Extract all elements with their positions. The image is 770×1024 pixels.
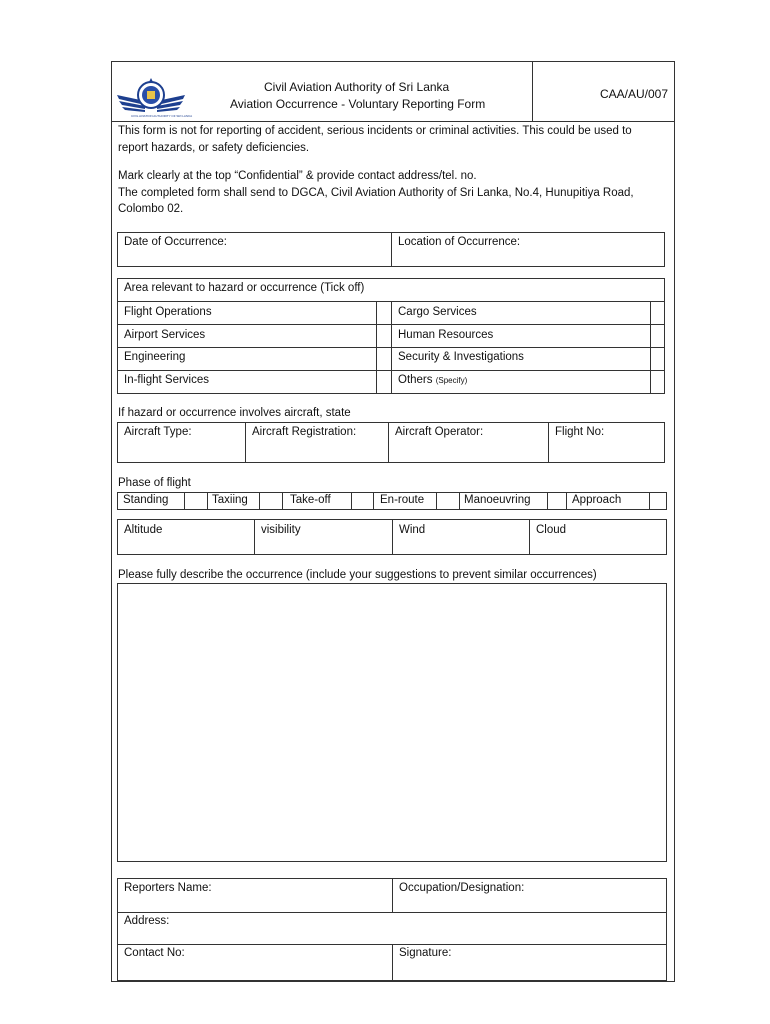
form-title: Aviation Occurrence - Voluntary Reporting Form [230, 97, 486, 111]
area-security-investigations: Security & Investigations [398, 351, 524, 363]
aircraft-operator-field[interactable]: Aircraft Operator: [395, 426, 484, 438]
checkbox-phase-approach[interactable] [650, 493, 666, 509]
checkbox-phase-en-route[interactable] [437, 493, 459, 509]
phase-divider-10 [566, 492, 567, 510]
intro-line-4: The completed form shall send to DGCA, Civil Aviation Authority of Sri Lanka, No.4, Hunupitiya Road, [118, 187, 634, 199]
intro-line-5: Colombo 02. [118, 203, 184, 215]
date-of-occurrence-field[interactable]: Date of Occurrence: [124, 236, 227, 248]
address-field[interactable]: Address: [124, 915, 170, 927]
area-others-note: (Specify) [435, 376, 468, 385]
checkbox-others[interactable] [651, 371, 665, 393]
form-code: CAA/AU/007 [600, 87, 669, 101]
reporter-divider-2 [392, 944, 393, 981]
location-of-occurrence-field[interactable]: Location of Occurrence: [398, 236, 521, 248]
area-engineering: Engineering [124, 351, 186, 363]
area-others-label: Others [398, 374, 433, 386]
phase-standing: Standing [123, 494, 169, 506]
caa-logo [115, 75, 193, 119]
reporter-rule-1 [117, 912, 667, 913]
description-label: Please fully describe the occurrence (include your suggestions to prevent similar occurrences) [118, 569, 597, 581]
checkbox-phase-taxiing[interactable] [260, 493, 282, 509]
checkbox-engineering[interactable] [377, 348, 391, 370]
phase-divider-2 [207, 492, 208, 510]
area-inflight-services: In-flight Services [124, 374, 210, 386]
phase-heading: Phase of flight [118, 477, 191, 489]
occupation-field[interactable]: Occupation/Designation: [399, 882, 525, 894]
intro-line-2: report hazards, or safety deficiencies. [118, 142, 310, 154]
checkbox-airport-services[interactable] [377, 325, 391, 347]
logo-caption: CIVIL AVIATION AUTHORITY OF SRI LANKA [131, 114, 193, 118]
checkbox-phase-standing[interactable] [185, 493, 207, 509]
area-others [398, 374, 467, 386]
aircraft-divider-3 [548, 422, 549, 463]
description-textarea[interactable] [117, 583, 667, 862]
phase-divider-8 [459, 492, 460, 510]
altitude-field[interactable]: Altitude [124, 524, 163, 536]
contact-no-field[interactable]: Contact No: [124, 947, 185, 959]
reporters-name-field[interactable]: Reporters Name: [124, 882, 212, 894]
phase-taxiing: Taxiing [212, 494, 248, 506]
checkbox-phase-manoeuvring[interactable] [548, 493, 566, 509]
aircraft-registration-field[interactable]: Aircraft Registration: [252, 426, 357, 438]
checkbox-cargo-services[interactable] [651, 302, 665, 324]
phase-manoeuvring: Manoeuvring [464, 494, 531, 506]
area-flight-operations: Flight Operations [124, 306, 212, 318]
checkbox-human-resources[interactable] [651, 325, 665, 347]
flight-no-field[interactable]: Flight No: [555, 426, 605, 438]
wind-field[interactable]: Wind [399, 524, 426, 536]
signature-field[interactable]: Signature: [399, 947, 452, 959]
aircraft-divider-1 [245, 422, 246, 463]
area-heading: Area relevant to hazard or occurrence (Tick off) [124, 282, 365, 294]
phase-take-off: Take-off [290, 494, 331, 506]
checkbox-flight-operations[interactable] [377, 302, 391, 324]
aircraft-type-field[interactable]: Aircraft Type: [124, 426, 192, 438]
aircraft-heading: If hazard or occurrence involves aircraft, state [118, 407, 351, 419]
occurrence-divider [391, 232, 392, 267]
intro-line-3: Mark clearly at the top “Confidential” & provide contact address/tel. no. [118, 170, 477, 182]
aircraft-divider-2 [388, 422, 389, 463]
area-airport-services: Airport Services [124, 329, 206, 341]
conditions-divider-2 [392, 519, 393, 555]
conditions-divider-1 [254, 519, 255, 555]
org-name: Civil Aviation Authority of Sri Lanka [264, 80, 450, 94]
conditions-divider-3 [529, 519, 530, 555]
area-human-resources: Human Resources [398, 329, 494, 341]
checkbox-phase-take-off[interactable] [352, 493, 373, 509]
checkbox-security-investigations[interactable] [651, 348, 665, 370]
phase-divider-4 [282, 492, 283, 510]
phase-en-route: En-route [380, 494, 425, 506]
checkbox-inflight-services[interactable] [377, 371, 391, 393]
cloud-field[interactable]: Cloud [536, 524, 567, 536]
header-divider [532, 61, 533, 122]
phase-approach: Approach [572, 494, 622, 506]
visibility-field[interactable]: visibility [261, 524, 301, 536]
area-cargo-services: Cargo Services [398, 306, 477, 318]
reporter-divider-1 [392, 878, 393, 912]
phase-divider-6 [373, 492, 374, 510]
area-col-divider-2 [391, 301, 392, 394]
intro-line-1: This form is not for reporting of accident, serious incidents or criminal activities. This could be used to [118, 125, 632, 137]
